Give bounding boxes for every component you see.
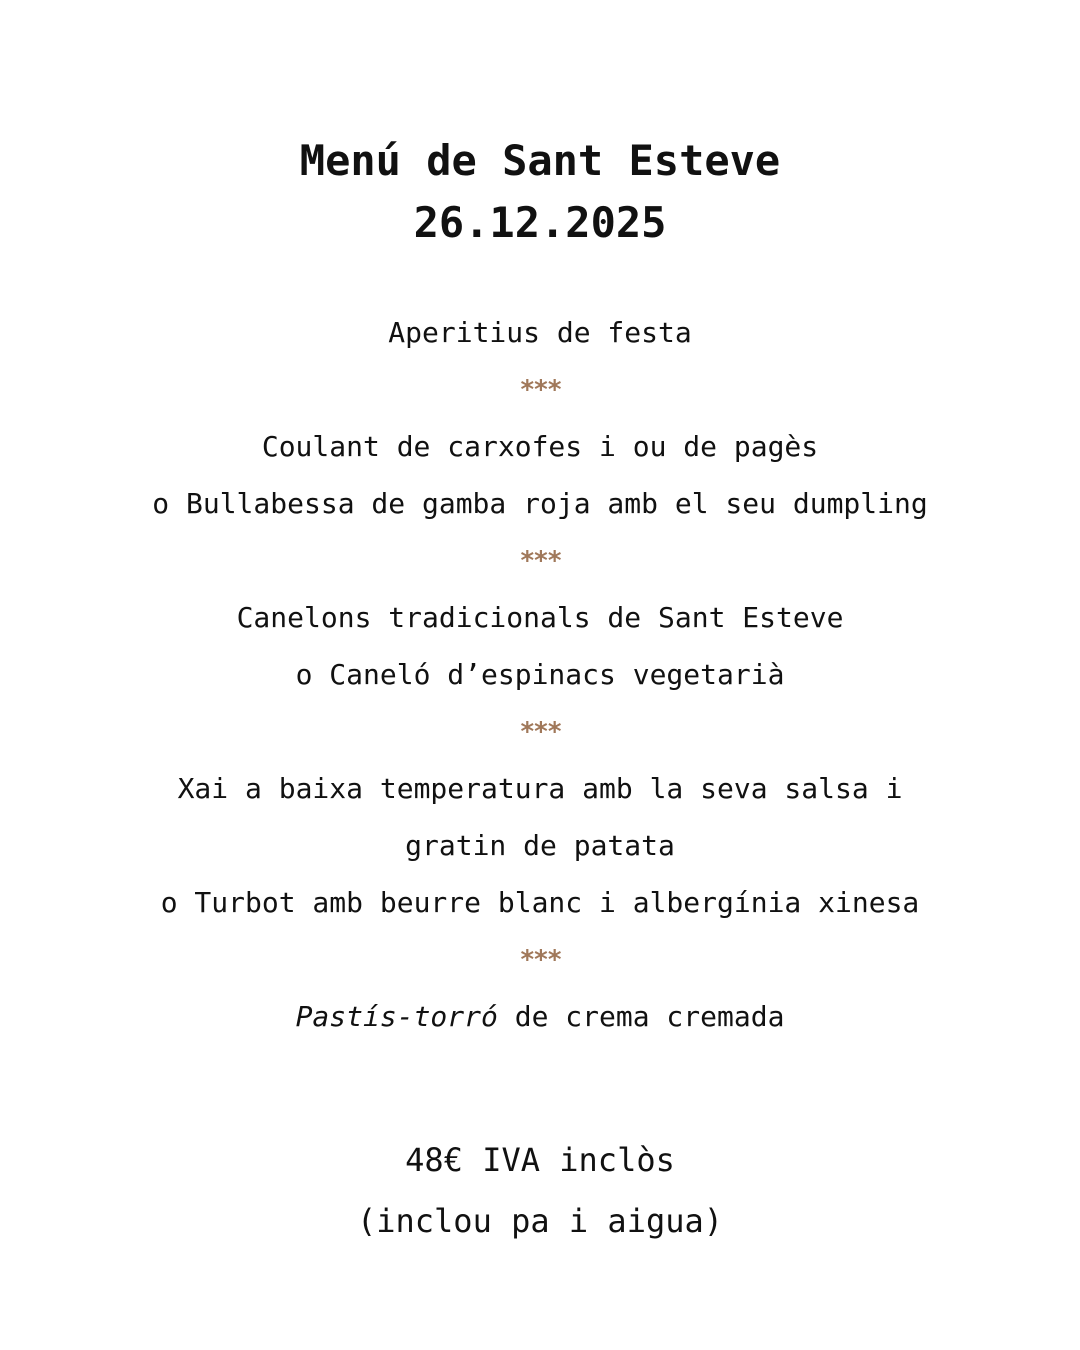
separator-3: *** [519,717,561,747]
separator-1: *** [519,375,561,405]
main-option-1-line-1: Xai a baixa temperatura amb la seva salsa i [177,772,903,805]
separator-2: *** [519,546,561,576]
second-option-1: Canelons tradicionals de Sant Esteve [236,601,844,634]
dessert-name-italic: Pastís-torró [295,1000,498,1033]
dessert-item [0,997,1080,1037]
main-option-1-line-2: gratin de patata [405,829,675,862]
main-option-2: o Turbot amb beurre blanc i albergínia xinesa [160,886,920,919]
starter-option-2: o Bullabessa de gamba roja amb el seu dumpling [152,487,928,520]
separator-4: *** [519,945,561,975]
dessert-description: de crema cremada [497,1000,785,1033]
includes-note: (inclou pa i aigua) [356,1202,724,1240]
aperitif-item: Aperitius de festa [388,316,692,349]
price-label: 48€ IVA inclòs [405,1141,675,1179]
starter-option-1: Coulant de carxofes i ou de pagès [261,430,819,463]
menu-date: 26.12.2025 [413,198,667,247]
second-option-2: o Caneló d’espinacs vegetarià [295,658,785,691]
menu-title: Menú de Sant Esteve [299,136,781,185]
